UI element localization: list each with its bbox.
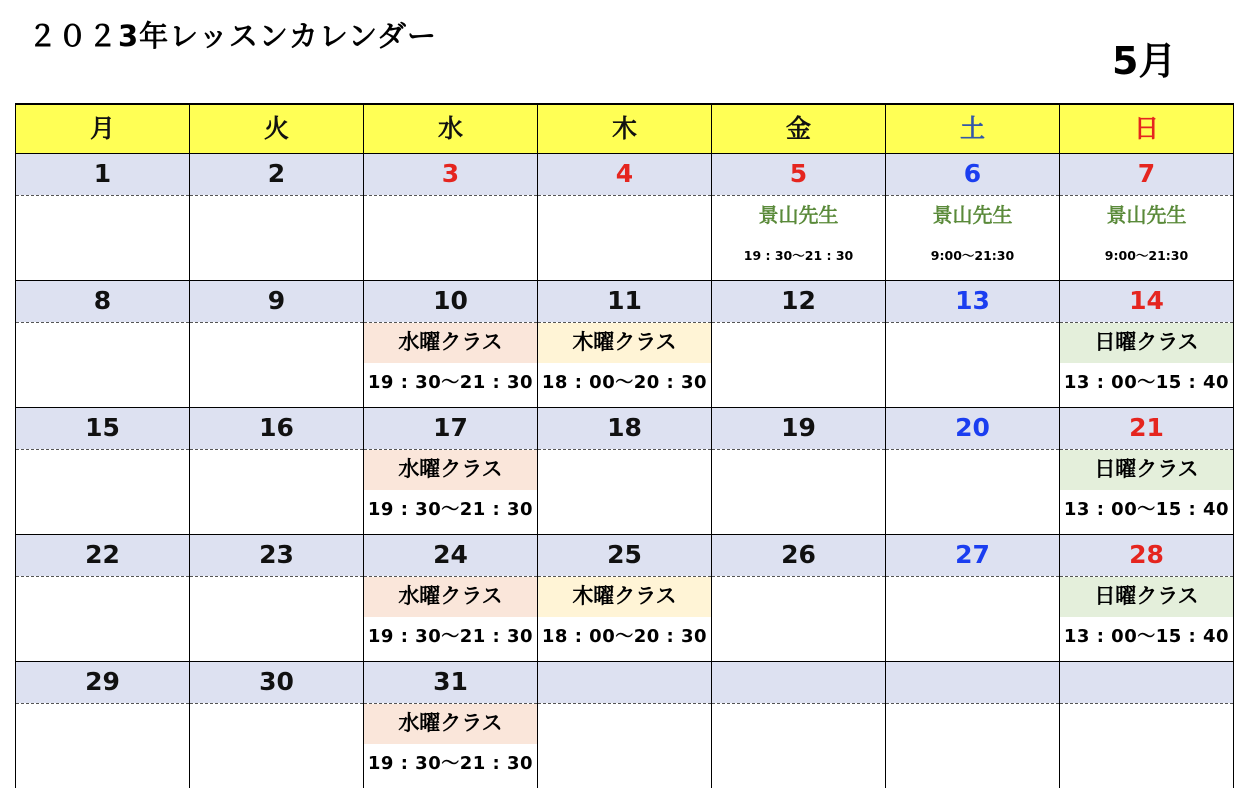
class-time: 18 : 00～20 : 30	[541, 372, 708, 393]
day-cell	[190, 577, 364, 662]
weekday-header: 火	[190, 104, 364, 154]
day-number: 18	[538, 408, 712, 450]
day-number: 31	[364, 662, 538, 704]
day-cell	[538, 704, 712, 788]
day-number: 22	[16, 535, 190, 577]
day-cell	[538, 450, 712, 535]
day-number: 29	[16, 662, 190, 704]
day-cell	[886, 450, 1060, 535]
day-cell	[16, 577, 190, 662]
class-time: 13 : 00～15 : 40	[1063, 372, 1230, 393]
class-time: 19 : 30～21 : 30	[367, 626, 534, 647]
day-number: 10	[364, 281, 538, 323]
teacher-label: 景山先生	[932, 203, 1013, 227]
class-time: 19 : 30～21 : 30	[367, 499, 534, 520]
day-cell	[886, 323, 1060, 408]
day-cell	[538, 577, 712, 662]
day-cell	[364, 577, 538, 662]
class-time: 19 : 30～21 : 30	[367, 372, 534, 393]
teacher-time: 9:00～21:30	[1104, 248, 1189, 263]
day-number: 5	[712, 154, 886, 196]
day-number: 24	[364, 535, 538, 577]
event-row	[16, 196, 1234, 281]
calendar-body	[16, 154, 1234, 788]
day-number: 17	[364, 408, 538, 450]
class-label: 日曜クラス	[1060, 323, 1233, 363]
class-label: 木曜クラス	[538, 323, 711, 363]
day-number: 4	[538, 154, 712, 196]
day-number	[538, 662, 712, 704]
day-number	[712, 662, 886, 704]
day-number	[1060, 662, 1234, 704]
class-label: 水曜クラス	[364, 450, 537, 490]
class-label: 日曜クラス	[1060, 577, 1233, 617]
day-cell	[16, 704, 190, 788]
day-number: 8	[16, 281, 190, 323]
weekday-header: 土	[886, 104, 1060, 154]
day-number: 16	[190, 408, 364, 450]
day-cell	[712, 323, 886, 408]
day-cell	[538, 323, 712, 408]
teacher-time: 19 : 30～21 : 30	[743, 248, 854, 263]
day-cell	[190, 704, 364, 788]
month-label: 5月	[1112, 39, 1177, 83]
weekday-header-row	[16, 104, 1234, 154]
day-number: 7	[1060, 154, 1234, 196]
day-number: 11	[538, 281, 712, 323]
class-time: 13 : 00～15 : 40	[1063, 499, 1230, 520]
class-time: 13 : 00～15 : 40	[1063, 626, 1230, 647]
day-number: 23	[190, 535, 364, 577]
day-cell	[712, 196, 886, 281]
teacher-label: 景山先生	[1106, 203, 1187, 227]
day-number: 2	[190, 154, 364, 196]
day-number	[886, 662, 1060, 704]
day-cell	[1060, 450, 1234, 535]
weekday-header: 日	[1060, 104, 1234, 154]
day-number: 14	[1060, 281, 1234, 323]
day-cell	[712, 577, 886, 662]
day-cell	[886, 577, 1060, 662]
class-time: 18 : 00～20 : 30	[541, 626, 708, 647]
class-label: 木曜クラス	[538, 577, 711, 617]
teacher-label: 景山先生	[758, 203, 839, 227]
day-cell	[712, 450, 886, 535]
class-label: 水曜クラス	[364, 323, 537, 363]
day-number: 9	[190, 281, 364, 323]
class-label: 水曜クラス	[364, 704, 537, 744]
day-number: 26	[712, 535, 886, 577]
day-number: 25	[538, 535, 712, 577]
date-row	[16, 154, 1234, 196]
day-cell	[886, 704, 1060, 788]
day-cell	[364, 704, 538, 788]
event-row	[16, 704, 1234, 788]
day-cell	[16, 450, 190, 535]
page-title: ２０２3年レッスンカレンダー	[28, 19, 438, 53]
day-cell	[364, 323, 538, 408]
day-cell	[190, 323, 364, 408]
day-cell	[190, 450, 364, 535]
class-label: 水曜クラス	[364, 577, 537, 617]
day-cell	[364, 196, 538, 281]
day-number: 12	[712, 281, 886, 323]
day-cell	[1060, 704, 1234, 788]
day-number: 13	[886, 281, 1060, 323]
day-cell	[538, 196, 712, 281]
date-row	[16, 662, 1234, 704]
class-label: 日曜クラス	[1060, 450, 1233, 490]
teacher-time: 9:00～21:30	[930, 248, 1015, 263]
weekday-header: 水	[364, 104, 538, 154]
lesson-calendar	[15, 103, 1234, 788]
day-cell	[1060, 196, 1234, 281]
day-cell	[190, 196, 364, 281]
day-number: 30	[190, 662, 364, 704]
day-cell	[712, 704, 886, 788]
weekday-header: 金	[712, 104, 886, 154]
day-cell	[1060, 577, 1234, 662]
day-number: 6	[886, 154, 1060, 196]
day-number: 3	[364, 154, 538, 196]
day-number: 19	[712, 408, 886, 450]
weekday-header: 月	[16, 104, 190, 154]
day-number: 1	[16, 154, 190, 196]
class-time: 19 : 30～21 : 30	[367, 753, 534, 774]
day-cell	[886, 196, 1060, 281]
day-cell	[1060, 323, 1234, 408]
event-row	[16, 450, 1234, 535]
date-row	[16, 281, 1234, 323]
date-row	[16, 535, 1234, 577]
day-number: 20	[886, 408, 1060, 450]
weekday-header: 木	[538, 104, 712, 154]
event-row	[16, 323, 1234, 408]
event-row	[16, 577, 1234, 662]
day-cell	[16, 196, 190, 281]
day-number: 15	[16, 408, 190, 450]
day-cell	[16, 323, 190, 408]
day-cell	[364, 450, 538, 535]
day-number: 28	[1060, 535, 1234, 577]
day-number: 27	[886, 535, 1060, 577]
day-number: 21	[1060, 408, 1234, 450]
date-row	[16, 408, 1234, 450]
